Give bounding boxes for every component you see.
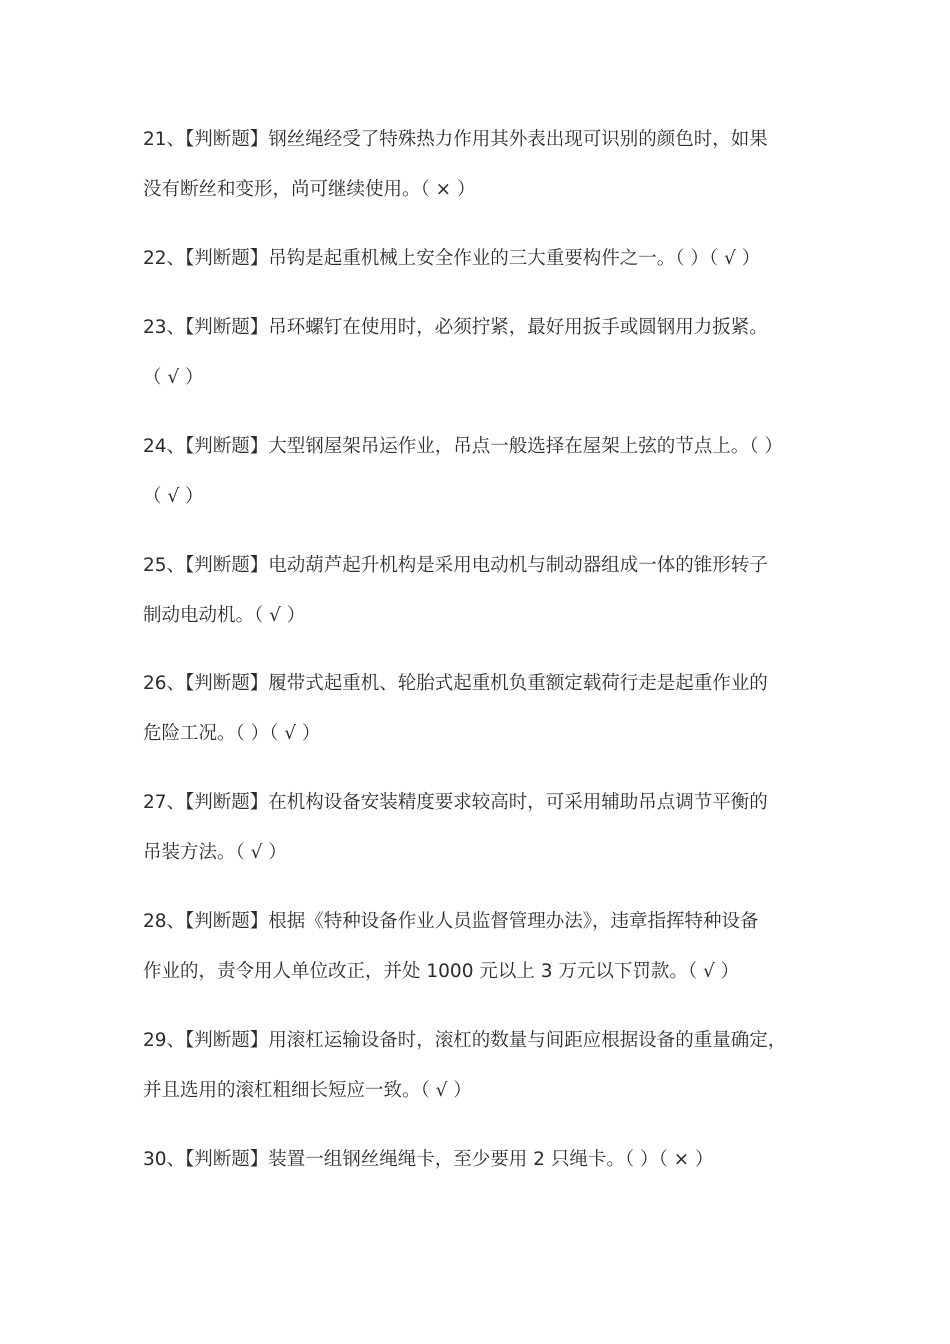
question-25-line-2: 制动电动机。（ √ ） [143, 605, 306, 626]
question-30-line-1: 30、【判断题】装置一组钢丝绳绳卡，至少要用 2 只绳卡。（ ）（ × ） [143, 1149, 714, 1170]
question-27-line-1: 27、【判断题】在机构设备安装精度要求较高时，可采用辅助吊点调节平衡的 [143, 792, 768, 813]
question-24-line-1: 24、【判断题】大型钢屋架吊运作业，吊点一般选择在屋架上弦的节点上。（ ） [143, 436, 783, 457]
question-26-line-2: 危险工况。（ ）（ √ ） [143, 723, 321, 744]
question-28-line-2: 作业的，责令用人单位改正，并处 1000 元以上 3 万元以下罚款。（ √ ） [143, 961, 740, 982]
question-26-line-1: 26、【判断题】履带式起重机、轮胎式起重机负重额定载荷行走是起重作业的 [143, 673, 768, 694]
question-21-line-1: 21、【判断题】钢丝绳经受了特殊热力作用其外表出现可识别的颜色时，如果 [143, 129, 768, 150]
question-28-line-1: 28、【判断题】根据《特种设备作业人员监督管理办法》，违章指挥特种设备 [143, 911, 759, 932]
question-22-line-1: 22、【判断题】吊钩是起重机械上安全作业的三大重要构件之一。（ ）（ √ ） [143, 248, 761, 269]
question-25-line-1: 25、【判断题】电动葫芦起升机构是采用电动机与制动器组成一体的锥形转子 [143, 555, 768, 576]
question-29-line-1: 29、【判断题】用滚杠运输设备时，滚杠的数量与间距应根据设备的重量确定， [143, 1030, 787, 1051]
question-29-line-2: 并且选用的滚杠粗细长短应一致。（ √ ） [143, 1080, 472, 1101]
question-23-line-1: 23、【判断题】吊环螺钉在使用时，必须拧紧，最好用扳手或圆钢用力扳紧。 [143, 317, 768, 338]
question-23-line-2: （ √ ） [143, 367, 204, 388]
question-21-line-2: 没有断丝和变形，尚可继续使用。（ × ） [143, 179, 476, 200]
question-24-line-2: （ √ ） [143, 486, 204, 507]
question-27-line-2: 吊装方法。（ √ ） [143, 842, 287, 863]
